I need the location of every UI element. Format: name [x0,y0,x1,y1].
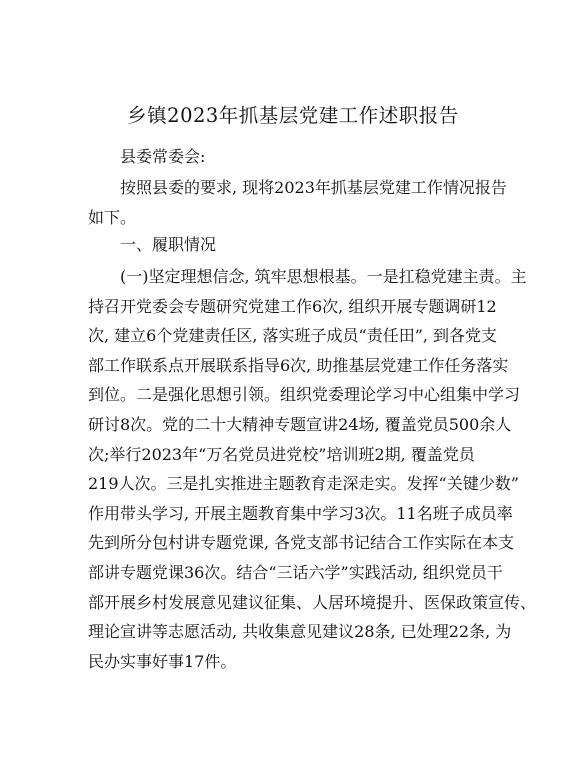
body-line: 部工作联系点开展联系指导6次, 助推基层党建工作任务落实 [88,355,509,375]
intro-paragraph [88,173,508,232]
body-line: 民办实事好事17件。 [88,651,237,671]
body-line: 到位。二是强化思想引领。组织党委理论学习中心组集中学习 [88,385,521,405]
body-line: 部讲专题党课36次。结合“三话六学”实践活动, 组织党员干 [88,562,503,582]
intro-line: 如下。 [88,207,137,227]
body-line: 研讨8次。党的二十大精神专题宣讲24场, 覆盖党员500余人 [88,414,512,434]
body-line: 持召开党委会专题研究党建工作6次, 组织开展专题调研12 [88,296,497,316]
body-paragraph [88,262,537,676]
body-line: 部开展乡村发展意见建议征集、人居环境提升、医保政策宣传、 [88,592,537,612]
body-line: 先到所分包村讲专题党课, 各党支部书记结合工作实际在本支 [88,533,515,553]
body-line: 理论宣讲等志愿活动, 共收集意见建议28条, 已处理22条, 为 [88,622,512,642]
intro-line: 按照县委的要求, 现将2023年抓基层党建工作情况报告 [120,178,507,197]
body-line: 作用带头学习, 开展主题教育集中学习3次。11名班子成员率 [88,503,513,523]
section-heading: 一、履职情况 [120,235,217,254]
body-line: (一)坚定理想信念, 筑牢思想根基。一是扛稳党建主责。主 [120,267,527,286]
salutation: 县委常委会: [120,147,206,166]
body-line: 219人次。三是扎实推进主题教育走深走实。发挥“关键少数” [88,474,519,494]
document-title: 乡镇2023年抓基层党建工作述职报告 [127,104,459,127]
body-line: 次, 建立6个党建责任区, 落实班子成员“责任田”, 到各党支 [88,326,498,346]
body-line: 次;举行2023年“万名党员进党校”培训班2期, 覆盖党员 [88,444,475,464]
